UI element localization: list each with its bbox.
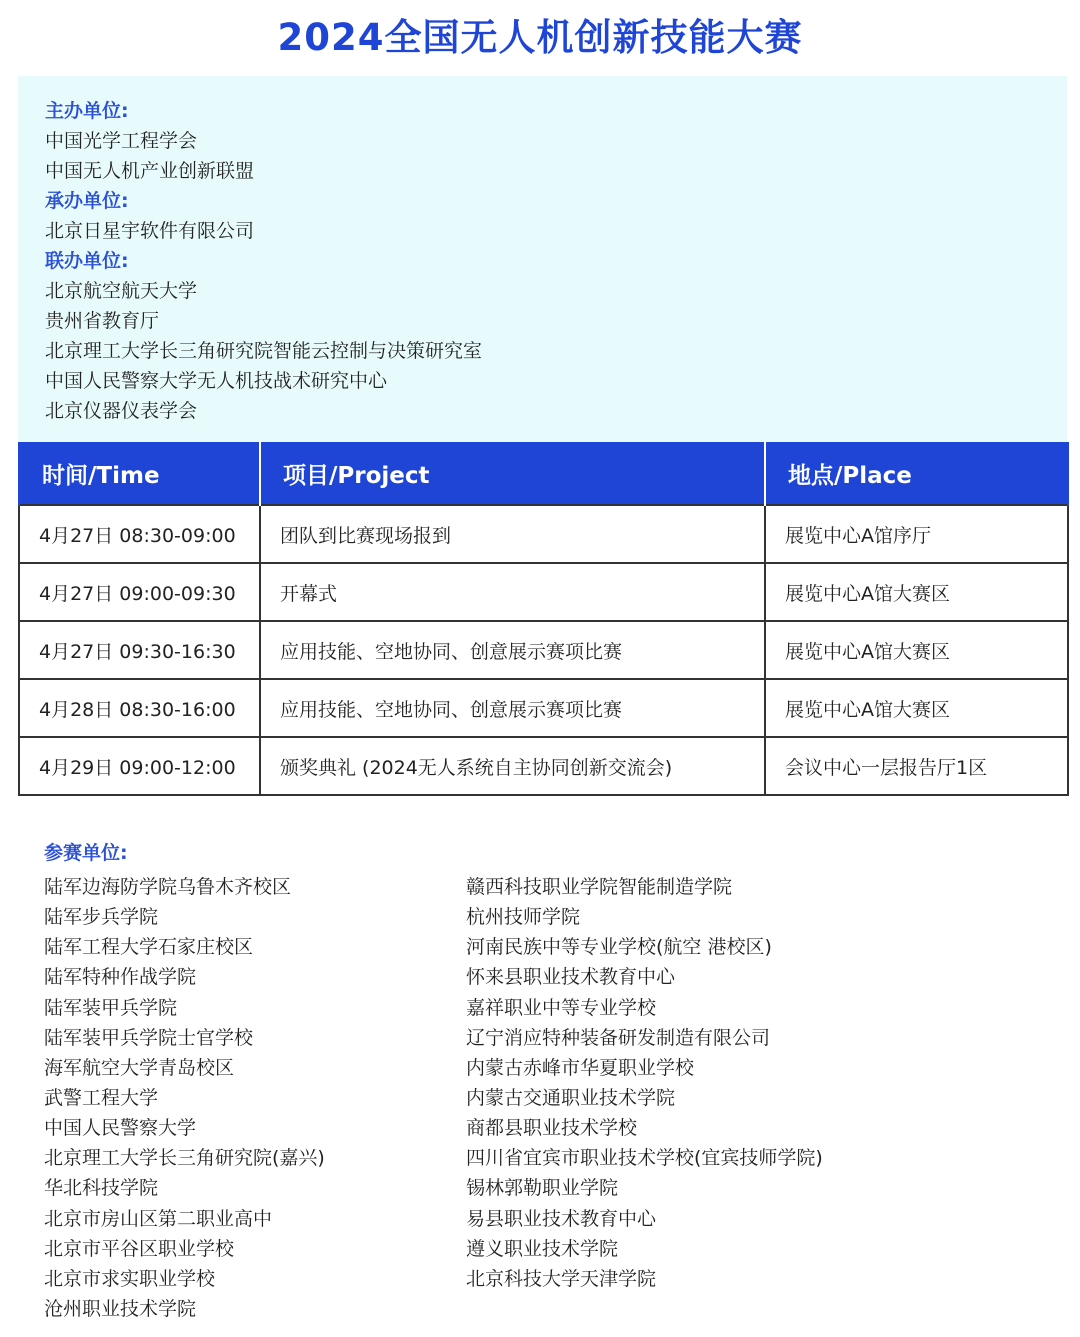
participants-list-right (466, 872, 823, 1294)
table-row (19, 505, 1068, 563)
cell-place: 展览中心A馆大赛区 (765, 563, 1068, 621)
column-header-place: 地点/Place (765, 442, 1068, 505)
list-item: 陆军装甲兵学院 (44, 996, 178, 1019)
cell-time: 4月29日 09:00-12:00 (19, 737, 260, 795)
list-item: 海军航空大学青岛校区 (44, 1056, 235, 1079)
list-item: 怀来县职业技术教育中心 (466, 966, 676, 989)
column-header-time: 时间/Time (19, 442, 260, 505)
list-item: 陆军特种作战学院 (44, 966, 197, 989)
cell-time: 4月27日 08:30-09:00 (19, 505, 260, 563)
list-item: 易县职业技术教育中心 (466, 1207, 657, 1230)
cell-place: 展览中心A馆大赛区 (765, 621, 1068, 679)
list-item: 华北科技学院 (44, 1177, 159, 1200)
list-item: 遵义职业技术学院 (466, 1237, 619, 1260)
table-row (19, 563, 1068, 621)
list-item: 沧州职业技术学院 (44, 1297, 197, 1320)
co-organizer-item: 贵州省教育厅 (45, 310, 160, 332)
list-item: 辽宁消应特种装备研发制造有限公司 (466, 1026, 771, 1049)
cell-project: 团队到比赛现场报到 (260, 505, 765, 563)
table-row (19, 621, 1068, 679)
list-item: 赣西科技职业学院智能制造学院 (466, 876, 733, 898)
co-organizer-label: 联办单位: (45, 250, 129, 272)
list-item: 四川省宜宾市职业技术学校(宜宾技师学院) (466, 1147, 823, 1170)
list-item: 陆军工程大学石家庄校区 (44, 936, 254, 959)
list-item: 杭州技师学院 (466, 906, 581, 929)
list-item: 陆军边海防学院乌鲁木齐校区 (44, 876, 292, 898)
table-header-row (19, 442, 1068, 505)
list-item: 北京市平谷区职业学校 (44, 1237, 235, 1260)
co-organizer-item: 中国人民警察大学无人机技战术研究中心 (45, 370, 388, 392)
cell-project: 应用技能、空地协同、创意展示赛项比赛 (260, 679, 765, 737)
cell-project: 颁奖典礼 (2024无人系统自主协同创新交流会) (260, 737, 765, 795)
host-item: 中国光学工程学会 (45, 130, 198, 152)
undertaker-item: 北京日星宇软件有限公司 (45, 220, 255, 242)
cell-time: 4月28日 08:30-16:00 (19, 679, 260, 737)
cell-place: 展览中心A馆大赛区 (765, 679, 1068, 737)
cell-project: 应用技能、空地协同、创意展示赛项比赛 (260, 621, 765, 679)
organizers-panel (18, 76, 1067, 442)
list-item: 嘉祥职业中等专业学校 (466, 996, 657, 1019)
list-item: 锡林郭勒职业学院 (466, 1177, 619, 1200)
list-item: 北京市房山区第二职业高中 (44, 1207, 273, 1230)
co-organizer-item: 北京航空航天大学 (45, 280, 198, 302)
list-item: 北京理工大学长三角研究院(嘉兴) (44, 1147, 325, 1170)
co-organizer-item: 北京仪器仪表学会 (45, 400, 198, 422)
undertaker-label: 承办单位: (45, 190, 129, 212)
list-item: 武警工程大学 (44, 1086, 159, 1109)
cell-time: 4月27日 09:30-16:30 (19, 621, 260, 679)
page-title: 2024全国无人机创新技能大赛 (277, 16, 803, 59)
list-item: 北京科技大学天津学院 (466, 1267, 657, 1290)
list-item: 内蒙古赤峰市华夏职业学校 (466, 1056, 695, 1079)
list-item: 北京市求实职业学校 (44, 1267, 216, 1290)
list-item: 陆军装甲兵学院士官学校 (44, 1026, 254, 1049)
list-item: 内蒙古交通职业技术学院 (466, 1086, 676, 1109)
cell-place: 展览中心A馆序厅 (765, 505, 1068, 563)
column-header-project: 项目/Project (260, 442, 765, 505)
cell-time: 4月27日 09:00-09:30 (19, 563, 260, 621)
table-row (19, 679, 1068, 737)
list-item: 中国人民警察大学 (44, 1117, 197, 1140)
participants-label: 参赛单位: (44, 842, 128, 864)
cell-place: 会议中心一层报告厅1区 (765, 737, 1068, 795)
schedule-table (18, 442, 1069, 796)
list-item: 陆军步兵学院 (44, 906, 159, 929)
cell-project: 开幕式 (260, 563, 765, 621)
participants-list-left (44, 872, 325, 1324)
co-organizer-item: 北京理工大学长三角研究院智能云控制与决策研究室 (45, 340, 483, 362)
host-label: 主办单位: (45, 100, 129, 122)
table-row (19, 737, 1068, 795)
host-item: 中国无人机产业创新联盟 (45, 160, 255, 182)
list-item: 商都县职业技术学校 (466, 1117, 638, 1140)
list-item: 河南民族中等专业学校(航空 港校区) (466, 936, 772, 959)
